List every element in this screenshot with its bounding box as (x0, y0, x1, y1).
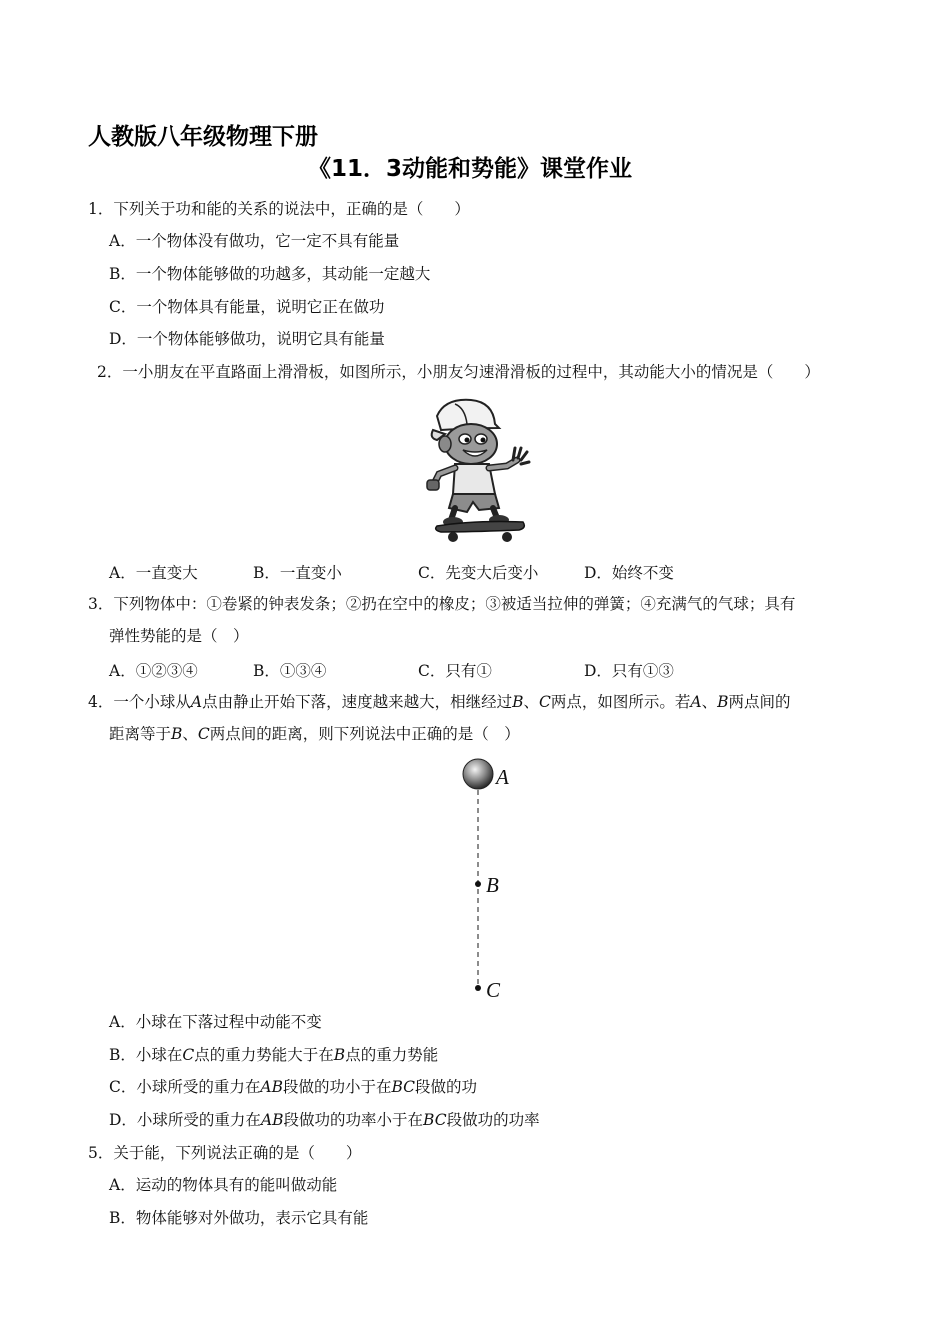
q2-option-d: D．始终不变 (584, 564, 674, 582)
label-b: B (486, 873, 499, 897)
q3-stem-line2: 弹性势能的是（ ） (109, 627, 249, 645)
q1-option-d: D．一个物体能够做功，说明它具有能量 (109, 330, 385, 348)
q1-option-b: B．一个物体能够做的功越多，其动能一定越大 (109, 265, 431, 283)
q1-stem: 1．下列关于功和能的关系的说法中，正确的是（ ） (88, 200, 470, 218)
q2-option-a: A．一直变大 (109, 564, 198, 582)
falling-ball-diagram (450, 754, 530, 1004)
q1-option-a: A．一个物体没有做功，它一定不具有能量 (109, 232, 400, 250)
point-c-dot (475, 985, 481, 991)
q4-stem-line2: 距离等于B、C两点间的距离，则下列说法中正确的是（ ） (109, 725, 520, 743)
ball (463, 759, 493, 789)
q2-option-b: B．一直变小 (253, 564, 342, 582)
q5-option-b: B．物体能够对外做功，表示它具有能 (109, 1209, 369, 1227)
q3-option-d: D．只有①③ (584, 662, 674, 680)
q3-stem-line1: 3．下列物体中：①卷紧的钟表发条；②扔在空中的橡皮；③被适当拉伸的弹簧；④充满气的气球；具有 (88, 595, 796, 613)
q4-option-a: A．小球在下落过程中动能不变 (109, 1013, 322, 1031)
q3-option-a: A．①②③④ (109, 662, 198, 680)
q4-option-b: B．小球在C点的重力势能大于在B点的重力势能 (109, 1046, 439, 1064)
q5-stem: 5．关于能，下列说法正确的是（ ） (88, 1144, 362, 1162)
q3-option-b: B．①③④ (253, 662, 327, 680)
q5-option-a: A．运动的物体具有的能叫做动能 (109, 1176, 338, 1194)
skateboard-kid-figure (415, 394, 539, 546)
q3-option-c: C．只有① (418, 662, 492, 680)
label-c: C (486, 978, 501, 1002)
point-b-dot (475, 881, 481, 887)
label-a: A (496, 765, 509, 789)
q1-option-c: C．一个物体具有能量，说明它正在做功 (109, 298, 385, 316)
q2-stem: 2．一小朋友在平直路面上滑滑板，如图所示，小朋友匀速滑滑板的过程中，其动能大小的情况是（ ） (97, 363, 820, 381)
q4-option-c: C．小球所受的重力在AB段做的功小于在BC段做的功 (109, 1078, 478, 1096)
q4-option-d: D．小球所受的重力在AB段做功的功率小于在BC段做功的功率 (109, 1111, 540, 1129)
page-title-line1: 人教版八年级物理下册 (88, 124, 318, 150)
q2-option-c: C．先变大后变小 (418, 564, 539, 582)
q4-stem-line1: 4．一个小球从A点由静止开始下落，速度越来越大，相继经过B、C两点，如图所示。若A、B两点间的 (88, 693, 791, 711)
page-title-line2: 《11．3动能和势能》课堂作业 (308, 156, 633, 182)
